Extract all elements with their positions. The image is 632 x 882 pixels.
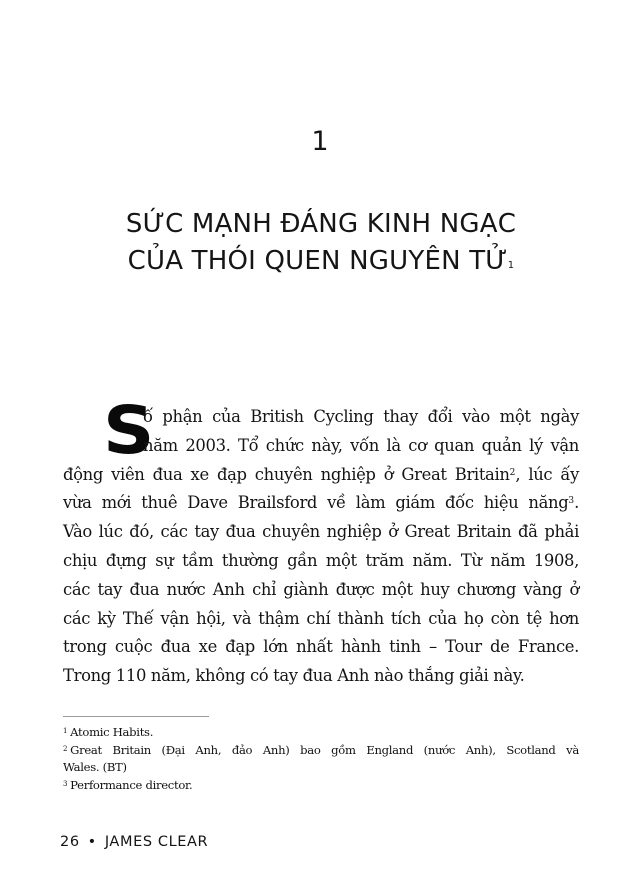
chapter-title-line-1: SỨC MẠNH ĐÁNG KINH NGẠC <box>125 209 517 239</box>
body-line: trong cuộc đua xe đạp lớn nhất hành tinh – Tour de France. <box>63 637 579 657</box>
body-line: các kỳ Thế vận hội, và thậm chí thành tích của họ còn tệ hơn <box>63 608 579 628</box>
drop-cap: S <box>103 392 155 469</box>
footnote-1: $^1$ Atomic Habits. <box>63 725 154 739</box>
body-line: chịu đựng sự tầm thường gần một trăm năm. Từ năm 1908, <box>63 550 579 570</box>
chapter-title <box>0 206 632 280</box>
footnote-2: $^2$ Great Britain (Đại Anh, đảo Anh) bao gồm England (nước Anh), Scotland và <box>63 742 579 757</box>
body-line: động viên đua xe đạp chuyên nghiệp ở Great Britain$^2$, lúc ấy <box>63 464 580 484</box>
body-line: Trong 110 năm, không có tay đua Anh nào thắng giải này. <box>63 666 525 686</box>
footnote-ref-2[interactable]: 2 <box>509 467 516 478</box>
body-line: ố phận của British Cycling thay đổi vào một ngày <box>143 407 579 426</box>
footnotes <box>63 724 579 794</box>
footnote-divider <box>63 716 209 717</box>
running-footer <box>60 834 208 850</box>
body-line: vừa mới thuê Dave Brailsford về làm giám đốc hiệu năng$^3$. <box>63 493 579 513</box>
bullet-separator: • <box>87 834 97 850</box>
footnote-2-continued: Wales. (BT) <box>63 760 127 774</box>
body-line: các tay đua nước Anh chỉ giành được một huy chương vàng ở <box>63 579 579 599</box>
body-line: năm 2003. Tổ chức này, vốn là cơ quan quản lý vận <box>143 435 579 455</box>
footnote-3: $^3$ Performance director. <box>63 777 193 792</box>
chapter-title-line-2-text: CỦA THÓI QUEN NGUYÊN TỬ <box>127 246 508 276</box>
body-paragraph <box>63 392 580 691</box>
chapter-title-line-2 <box>0 243 632 280</box>
title-footnote-marker: 1 <box>507 260 515 271</box>
author-name: JAMES CLEAR <box>104 834 209 850</box>
footnote-ref-3[interactable]: 3 <box>568 496 575 507</box>
chapter-number: 1 <box>311 126 329 157</box>
body-line: Vào lúc đó, các tay đua chuyên nghiệp ở Great Britain đã phải <box>63 522 579 542</box>
page-number: 26 <box>60 834 80 850</box>
